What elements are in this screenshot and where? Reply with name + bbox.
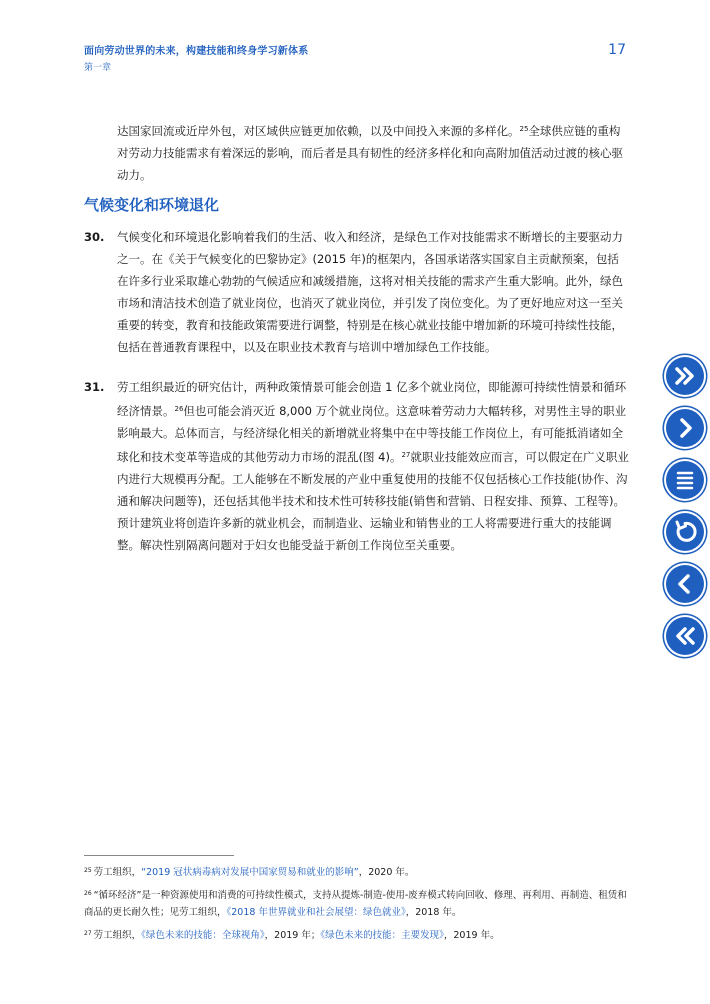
page-number: 17 [608,42,626,58]
next-page-button[interactable] [666,409,704,447]
footnote-27 [84,925,629,944]
header-chapter: 第一章 [84,63,112,73]
fast-forward-icon [666,357,704,395]
footnote-link[interactable]: 《绿色未来的技能：主要发现》 [320,930,444,941]
paragraph-text [117,376,629,556]
section-heading: 气候变化和环境退化 [84,196,220,214]
intro-paragraph [117,118,627,186]
previous-page-icon [666,565,704,603]
back-return-button[interactable] [666,513,704,551]
footnote-link[interactable]: 《2018 年世界就业和社会展望：绿色就业》 [226,907,406,918]
fast-rewind-button[interactable] [666,617,704,655]
paragraph-number: 31. [84,380,105,394]
intro-text-before: 达国家回流或近岸外包，对区域供应链更加依赖，以及中间投入来源的多样化。 [117,124,520,138]
table-of-contents-button[interactable] [666,461,704,499]
footnote-text: ，2019 年； [264,930,321,941]
footnote-text: 劳工组织， [93,867,142,878]
footnote-divider [84,855,234,856]
paragraph-30 [84,226,629,358]
intro-text-after: 全球供应链的重构对劳动力技能需求有着深远的影响，而后者是具有韧性的经济多样化和向高附加值活动过渡的核心驱动力。 [117,124,623,182]
next-page-icon [666,409,704,447]
footnote-number: 27 [84,930,92,937]
footnotes [84,862,629,948]
footnote-link[interactable]: “2019 冠状病毒病对发展中国家贸易和就业的影响” [141,867,359,878]
footnote-number: 25 [84,867,92,874]
footnote-text: “循环经济”是一种资源使用和消费的可持续性模式，支持从提炼-制造-使用-废弃模式转向回收、修理、再利用、再制造、租赁和商品的更长耐久性；见劳工组织， [84,890,627,918]
footnote-link[interactable]: 《绿色未来的技能：全球视角》 [141,930,265,941]
previous-page-button[interactable] [666,565,704,603]
header-title: 面向劳动世界的未来，构建技能和终身学习新体系 [84,46,309,57]
footnote-ref-27[interactable]: 27 [401,451,411,459]
back-return-icon [666,513,704,551]
paragraph-31 [84,376,629,556]
footnote-text: ，2018 年。 [405,907,462,918]
paragraph-number: 30. [84,230,105,244]
fast-rewind-icon [666,617,704,655]
table-of-contents-icon [666,461,704,499]
footnote-26 [84,885,629,921]
footnote-25 [84,862,629,881]
paragraph-text-b: 但也可能会消灭近 8,000 万个就业岗位。这意味着劳动力大幅转移，对男性主导的职业影响最大。总体而言，与经济绿化相关的新增就业将集中在中等技能工作岗位上，有可能抵消诸如全球化和技术变革等造成的其他劳动力市场的混乱(图 4)。 [117,404,627,464]
footnote-text: ，2019 年。 [443,930,500,941]
footnote-text: ，2020 年。 [358,867,415,878]
paragraph-text-a: 劳工组织最近的研究估计，两种政策情景可能会创造 1 亿多个就业岗位，即能源可持续性情景和循环经济情景。 [117,380,627,418]
paragraph-text-c: 就职业技能效应而言，可以假定在广义职业内进行大规模再分配。工人能够在不断发展的产业中重复使用的技能不仅包括核心工作技能(协作、沟通和解决问题等)，还包括其他半技术和技术性可转移技能(销售和营销、日程安排、预算、工程等)。预计建筑业将创造许多新的就业机会，而制造业、运输业和销售业的工人将需要进行重大的技能调整。解决性别隔离问题对于妇女也能受益于新创工作岗位至关重要。 [117,450,629,552]
fast-forward-button[interactable] [666,357,704,395]
footnote-number: 26 [84,890,92,897]
footnote-ref-25[interactable]: 25 [519,125,529,133]
footnote-text: 劳工组织， [93,930,142,941]
paragraph-text: 气候变化和环境退化影响着我们的生活、收入和经济，是绿色工作对技能需求不断增长的主要驱动力之一。在《关于气候变化的巴黎协定》(2015 年)的框架内，各国承诺落实国家自主贡献预案，包括在许多行业采取雄心勃勃的气候适应和减缓措施，这将对相关技能的需求产生重大影响。此外，绿色市场和清洁技术创造了就业岗位，也消灭了就业岗位，并引发了岗位变化。为了更好地应对这一至关重要的转变，教育和技能政策需要进行调整，特别是在核心就业技能中增加新的环境可持续性技能，包括在普通教育课程中，以及在职业技术教育与培训中增加绿色工作技能。 [117,230,623,354]
footnote-ref-26[interactable]: 26 [174,405,184,413]
